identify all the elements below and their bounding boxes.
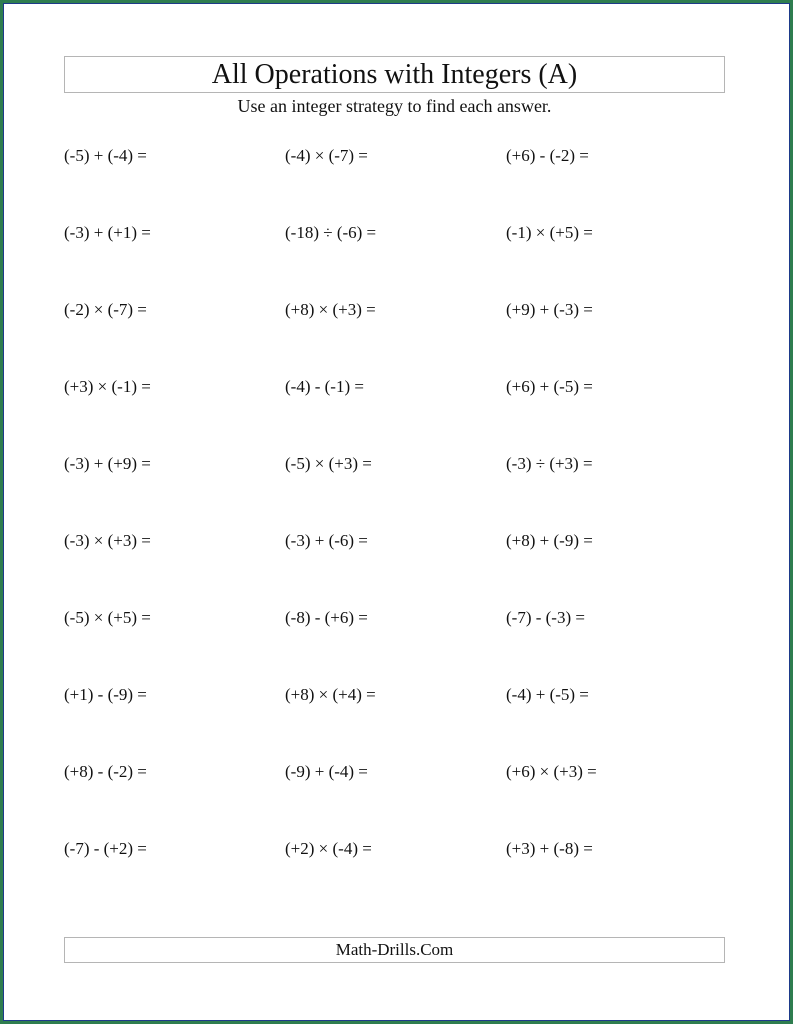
- problem-5-2: (-5) × (+3) =: [285, 454, 372, 473]
- problem-5-1: (-3) + (+9) =: [64, 454, 151, 473]
- worksheet-title: All Operations with Integers (A): [211, 58, 578, 90]
- problem-10-2: (+2) × (-4) =: [285, 839, 372, 858]
- problem-9-2: (-9) + (-4) =: [285, 762, 368, 781]
- problem-8-1: (+1) - (-9) =: [64, 685, 147, 704]
- problem-7-3: (-7) - (-3) =: [506, 608, 585, 627]
- problem-3-2: (+8) × (+3) =: [285, 300, 376, 319]
- problem-5-3: (-3) ÷ (+3) =: [506, 454, 593, 473]
- problem-8-3: (-4) + (-5) =: [506, 685, 589, 704]
- footer-box: [64, 937, 725, 963]
- footer-text: Math-Drills.Com: [335, 940, 454, 959]
- problem-6-1: (-3) × (+3) =: [64, 531, 151, 550]
- problem-1-3: (+6) - (-2) =: [506, 146, 589, 165]
- problem-1-2: (-4) × (-7) =: [285, 146, 368, 165]
- problem-2-2: (-18) ÷ (-6) =: [285, 223, 377, 242]
- worksheet-title-box: [64, 56, 725, 93]
- problem-10-3: (+3) + (-8) =: [506, 839, 593, 858]
- problem-9-1: (+8) - (-2) =: [64, 762, 147, 781]
- problem-6-2: (-3) + (-6) =: [285, 531, 368, 550]
- problem-9-3: (+6) × (+3) =: [506, 762, 597, 781]
- problem-2-3: (-1) × (+5) =: [506, 223, 593, 242]
- problem-6-3: (+8) + (-9) =: [506, 531, 593, 550]
- problem-4-3: (+6) + (-5) =: [506, 377, 593, 396]
- problem-1-1: (-5) + (-4) =: [64, 146, 147, 165]
- problem-7-1: (-5) × (+5) =: [64, 608, 151, 627]
- problem-10-1: (-7) - (+2) =: [64, 839, 147, 858]
- problem-3-3: (+9) + (-3) =: [506, 300, 593, 319]
- problem-4-1: (+3) × (-1) =: [64, 377, 151, 396]
- worksheet-instructions: Use an integer strategy to find each answer.: [237, 96, 552, 116]
- problem-2-1: (-3) + (+1) =: [64, 223, 151, 242]
- problem-7-2: (-8) - (+6) =: [285, 608, 368, 627]
- problem-8-2: (+8) × (+4) =: [285, 685, 376, 704]
- problem-3-1: (-2) × (-7) =: [64, 300, 147, 319]
- problem-4-2: (-4) - (-1) =: [285, 377, 364, 396]
